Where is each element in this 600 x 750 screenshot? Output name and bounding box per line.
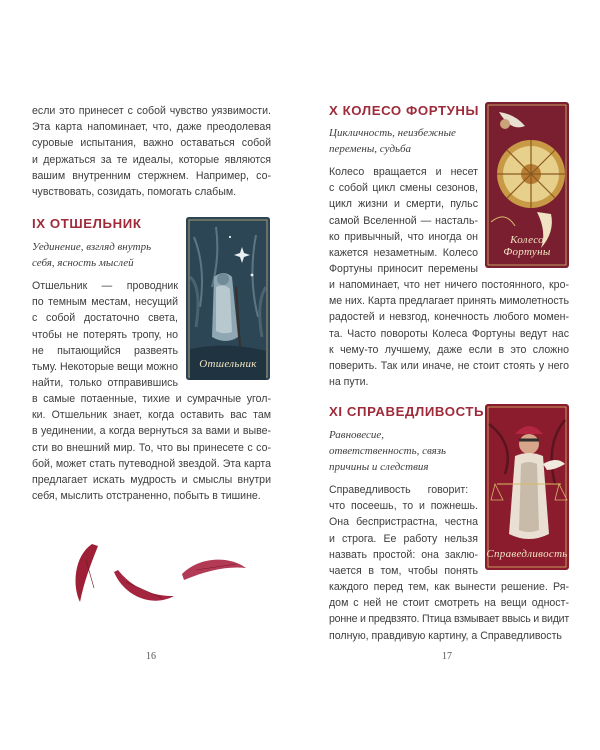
text-line: Колесо вращается и несет: [329, 166, 478, 178]
text-line: радостей и невзгод, конечность любого момен-: [329, 311, 569, 324]
hermit-full-paragraph: [32, 391, 271, 504]
text-line: суровые испытания, важно оставаться собой: [32, 137, 271, 150]
text-line: назвать простой: она заклю-: [329, 548, 478, 561]
text-line: не пытающийся развеять: [32, 344, 178, 357]
text-line: поверить. Так или иначе, не стоит стоять у него: [329, 360, 569, 373]
text-line: с собой достаточно света,: [32, 312, 178, 325]
text-line: себя, ясность мыслей: [32, 257, 134, 269]
text-line: кажется незаметным. Колесо: [329, 247, 478, 260]
text-line: Цикличность, неизбежные: [329, 127, 456, 139]
text-line: и держаться за те идеалы, которые являются: [32, 153, 271, 166]
hermit-heading: IX ОТШЕЛЬНИК: [32, 216, 142, 231]
text-line: Фортуны приносит перемены: [329, 263, 478, 276]
text-line: Она беспристрастна, честна: [329, 516, 478, 529]
text-line: причины и следствия: [329, 461, 429, 473]
wheel-full-paragraph: [329, 277, 569, 390]
text-line: найти, только отправившись: [32, 377, 178, 390]
text-line: если это принесет с собой чувство уязвимости.: [32, 105, 271, 117]
text-line: самой Вселенной — насталь-: [329, 214, 478, 227]
text-line: бой, может стать путеводной звездой. Эта карта: [32, 457, 271, 470]
hermit-subtitle: [32, 239, 182, 271]
wheel-card-image: [485, 102, 569, 268]
wheel-wrap-paragraph: [329, 164, 478, 277]
text-line: сти во внешний мир. То, что вы принесете с со-: [32, 441, 271, 454]
text-line: ко привычный, что иногда он: [329, 230, 478, 243]
text-line: ответственность, связь: [329, 445, 447, 457]
text-line: предлагает искать мудрость и смыслы внутри: [32, 474, 271, 487]
justice-full-paragraph: [329, 579, 569, 644]
right-page: [300, 0, 600, 750]
wheel-heading: X КОЛЕСО ФОРТУНЫ: [329, 103, 480, 118]
text-line: тьму. Некоторые вещи можно: [32, 361, 178, 374]
hermit-card-label: Отшельник: [199, 358, 257, 370]
text-line: по темным местам, несущий: [32, 296, 178, 309]
text-line: Уединение, взгляд внутрь: [32, 241, 152, 253]
hermit-card-image: [186, 217, 270, 380]
text-line: вашим внутренним стержнем. Например, со-: [32, 169, 271, 182]
text-line: дом с ней не стоит смотреть на вещи одност-: [329, 597, 569, 610]
text-line: полную, правдивую картину, а Справедливость: [329, 629, 562, 642]
text-line: ронне и предвзято. Птица взмывает ввысь и видит: [329, 613, 569, 626]
text-line: перемены, судьба: [329, 143, 412, 155]
text-line: цикл жизни и смерти, пульс: [329, 198, 478, 211]
text-line: каждого перед тем, как вынести решение. Ря-: [329, 581, 569, 593]
text-line: на пути.: [329, 376, 369, 389]
text-line: чувствовать, созидать, помогать слабым.: [32, 186, 237, 199]
text-line: чается в том, чтобы понять: [329, 565, 478, 578]
text-line: Равновесие,: [329, 429, 385, 441]
justice-card-label: Справедливость: [486, 548, 568, 560]
justice-heading: XI СПРАВЕДЛИВОСТЬ: [329, 404, 485, 419]
text-line: к чему-то лучшему, даже если в это сложно: [329, 343, 569, 356]
left-intro-paragraph: [32, 103, 271, 200]
wheel-card-label: Колесо Фортуны: [503, 234, 551, 258]
text-line: в уединении, а когда вернуться за вами и выве-: [32, 425, 271, 438]
justice-wrap-paragraph: [329, 482, 478, 579]
right-page-number: 17: [442, 651, 452, 662]
text-line: ме них. Карта предлагает принять мимолетность: [329, 295, 569, 308]
text-line: с собой цикл смены сезонов,: [329, 182, 478, 195]
text-line: та. Часто повороты Колеса Фортуны ведут нас: [329, 327, 569, 340]
text-line: в самые потаенные, тихие и сумрачные угол-: [32, 393, 271, 405]
wheel-subtitle: [329, 125, 479, 157]
text-line: Справедливость говорит:: [329, 484, 469, 496]
text-line: что посеешь, то и пожнешь.: [329, 500, 478, 513]
text-line: Эта карта напоминает, что, даже преодолевая: [32, 121, 271, 134]
text-line: и строга. Ее работу нельзя: [329, 532, 478, 545]
justice-card-image: [485, 404, 569, 570]
text-line: Отшельник — проводник: [32, 280, 178, 292]
text-line: ки. Отшельник знает, когда оставить вас там: [32, 409, 271, 422]
justice-subtitle: [329, 427, 479, 475]
left-page-number: 16: [146, 651, 156, 662]
text-line: и напоминает, что нет ничего постоянного, кро-: [329, 279, 569, 291]
text-line: себя, мыслить отстраненно, побыть в тишине.: [32, 490, 261, 503]
text-line: чтобы не потерять тропу, но: [32, 328, 178, 341]
petals-decoration: [70, 538, 260, 628]
hermit-wrap-paragraph: [32, 278, 178, 391]
